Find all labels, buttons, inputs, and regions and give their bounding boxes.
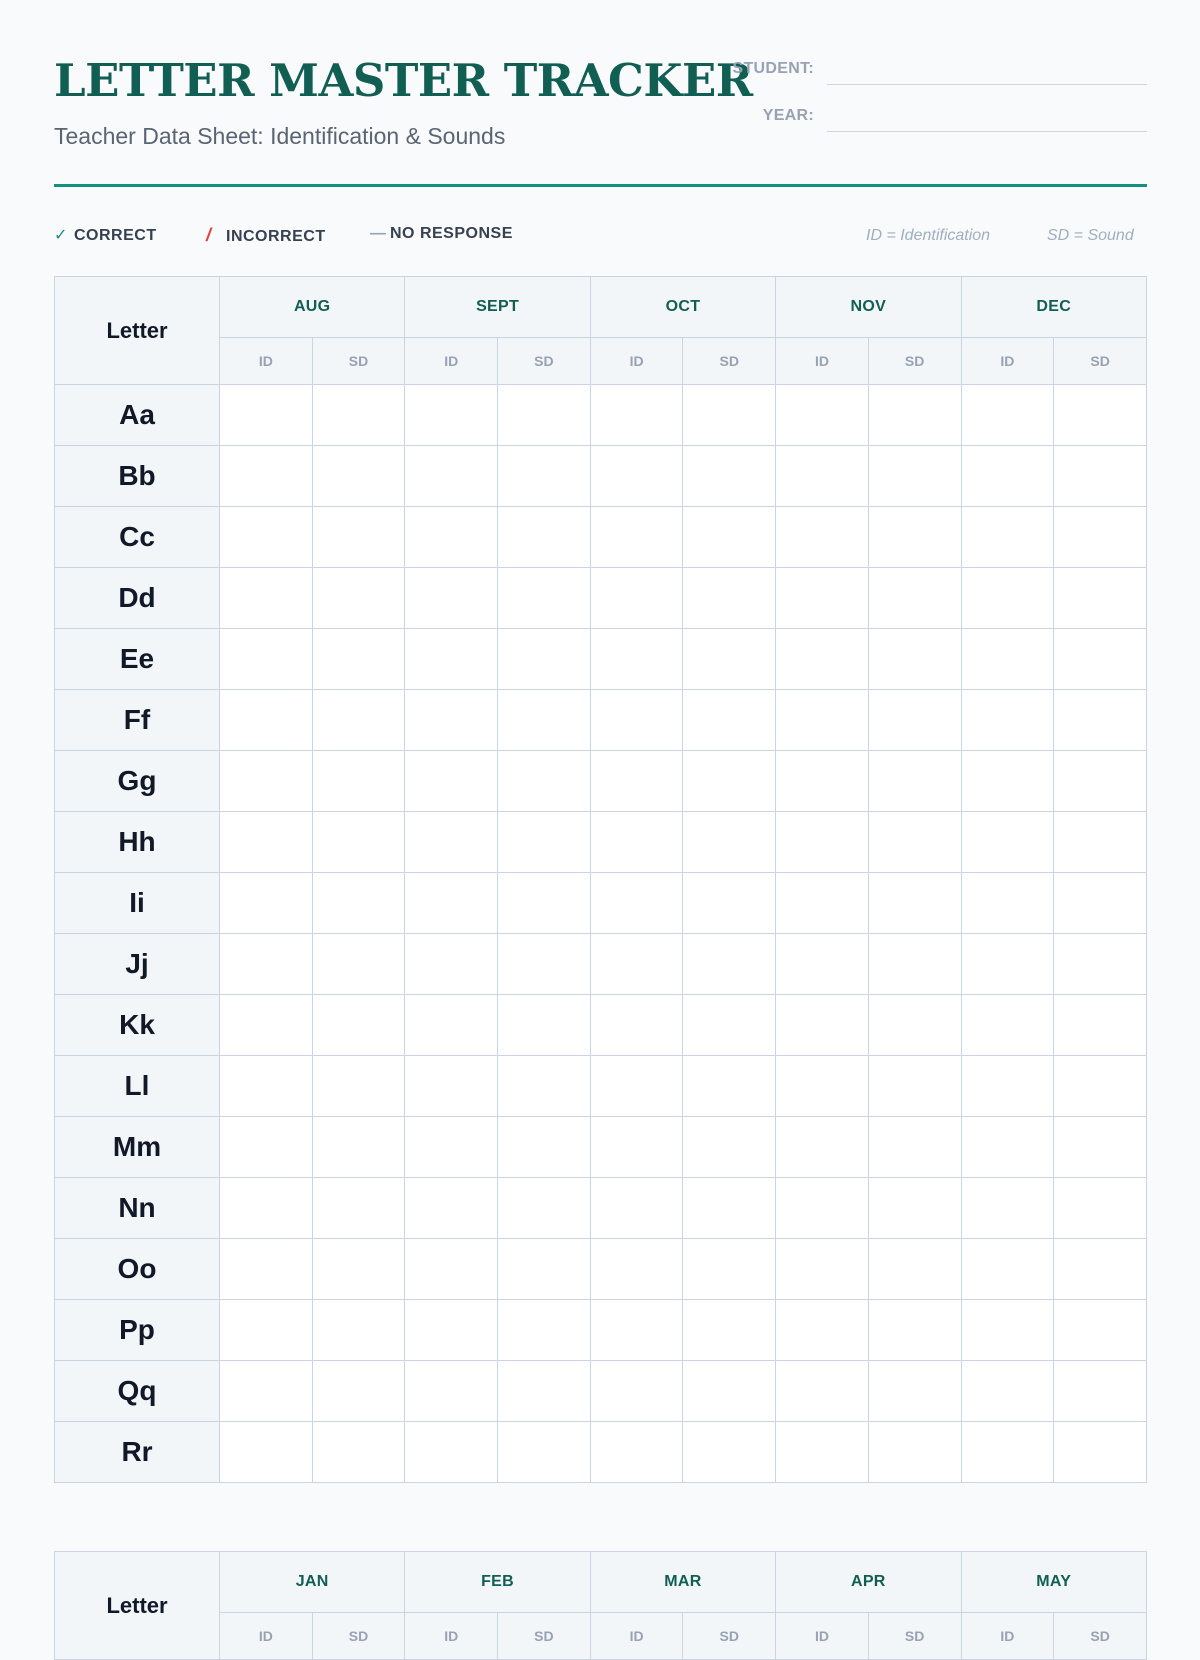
mark-cell-aug-id[interactable] — [220, 507, 313, 568]
table-row — [55, 1361, 1147, 1422]
legend-no-response-label: NO RESPONSE — [390, 225, 513, 242]
mark-cell-aug-id[interactable] — [220, 934, 313, 995]
slash-icon: / — [206, 225, 212, 245]
mark-cell-aug-sd[interactable] — [312, 751, 405, 812]
mark-cell-nov-id[interactable] — [776, 1117, 869, 1178]
mark-cell-dec-sd[interactable] — [1054, 751, 1147, 812]
mark-cell-oct-id[interactable] — [590, 1178, 683, 1239]
mark-cell-sept-id[interactable] — [405, 446, 498, 507]
table-row — [55, 568, 1147, 629]
mark-cell-dec-id[interactable] — [961, 995, 1054, 1056]
mark-cell-aug-id[interactable] — [220, 751, 313, 812]
table-row — [55, 1056, 1147, 1117]
month-header-mar: MAR — [590, 1552, 775, 1613]
mark-cell-aug-id[interactable] — [220, 568, 313, 629]
mark-cell-nov-id[interactable] — [776, 934, 869, 995]
mark-cell-nov-sd[interactable] — [868, 385, 961, 446]
mark-cell-sept-id[interactable] — [405, 812, 498, 873]
mark-cell-sept-sd[interactable] — [498, 1239, 591, 1300]
subcolumn-header-sd: SD — [498, 1613, 591, 1660]
mark-cell-aug-sd[interactable] — [312, 568, 405, 629]
mark-cell-sept-id[interactable] — [405, 1300, 498, 1361]
mark-cell-oct-sd[interactable] — [683, 1239, 776, 1300]
letter-label: Mm — [55, 1117, 220, 1178]
mark-cell-aug-id[interactable] — [220, 1361, 313, 1422]
letter-column-header: Letter — [55, 277, 220, 385]
mark-cell-sept-id[interactable] — [405, 1178, 498, 1239]
letter-label: Qq — [55, 1361, 220, 1422]
subcolumn-header-id: ID — [220, 1613, 313, 1660]
mark-cell-oct-id[interactable] — [590, 751, 683, 812]
mark-cell-aug-sd[interactable] — [312, 629, 405, 690]
table-row — [55, 446, 1147, 507]
mark-cell-oct-id[interactable] — [590, 1361, 683, 1422]
mark-cell-sept-sd[interactable] — [498, 1422, 591, 1483]
table-row — [55, 385, 1147, 446]
mark-cell-oct-id[interactable] — [590, 1056, 683, 1117]
mark-cell-sept-id[interactable] — [405, 385, 498, 446]
mark-cell-oct-sd[interactable] — [683, 629, 776, 690]
mark-cell-aug-sd[interactable] — [312, 1056, 405, 1117]
mark-cell-dec-id[interactable] — [961, 1117, 1054, 1178]
mark-cell-oct-sd[interactable] — [683, 873, 776, 934]
mark-cell-nov-sd[interactable] — [868, 1178, 961, 1239]
mark-cell-nov-sd[interactable] — [868, 1117, 961, 1178]
mark-cell-nov-id[interactable] — [776, 446, 869, 507]
mark-cell-aug-id[interactable] — [220, 812, 313, 873]
subcolumn-header-id: ID — [776, 1613, 869, 1660]
mark-cell-dec-id[interactable] — [961, 1056, 1054, 1117]
mark-cell-sept-sd[interactable] — [498, 873, 591, 934]
tracker-table-fall — [54, 276, 1147, 1483]
mark-cell-dec-sd[interactable] — [1054, 1178, 1147, 1239]
mark-cell-sept-id[interactable] — [405, 690, 498, 751]
mark-cell-oct-id[interactable] — [590, 934, 683, 995]
table-row — [55, 1178, 1147, 1239]
letter-label: Ee — [55, 629, 220, 690]
mark-cell-aug-id[interactable] — [220, 1422, 313, 1483]
table-row — [55, 1300, 1147, 1361]
mark-cell-aug-sd[interactable] — [312, 873, 405, 934]
month-header-dec: DEC — [961, 277, 1147, 338]
mark-cell-dec-sd[interactable] — [1054, 1239, 1147, 1300]
mark-cell-sept-id[interactable] — [405, 995, 498, 1056]
mark-cell-nov-sd[interactable] — [868, 629, 961, 690]
subcolumn-header-sd: SD — [683, 1613, 776, 1660]
month-header-nov: NOV — [776, 277, 961, 338]
mark-cell-dec-sd[interactable] — [1054, 995, 1147, 1056]
mark-cell-nov-id[interactable] — [776, 1361, 869, 1422]
mark-cell-nov-sd[interactable] — [868, 507, 961, 568]
legend-correct-label: CORRECT — [74, 227, 157, 244]
mark-cell-nov-sd[interactable] — [868, 751, 961, 812]
mark-cell-aug-sd[interactable] — [312, 1239, 405, 1300]
dash-icon: — — [370, 225, 387, 242]
mark-cell-oct-sd[interactable] — [683, 507, 776, 568]
legend-no-response — [370, 225, 513, 243]
letter-label: Gg — [55, 751, 220, 812]
mark-cell-sept-sd[interactable] — [498, 1056, 591, 1117]
legend-incorrect — [206, 225, 326, 246]
mark-cell-nov-sd[interactable] — [868, 1422, 961, 1483]
subcolumn-header-sd: SD — [312, 1613, 405, 1660]
legend — [54, 225, 1147, 249]
mark-cell-aug-id[interactable] — [220, 1117, 313, 1178]
student-field[interactable] — [827, 84, 1147, 85]
mark-cell-dec-sd[interactable] — [1054, 934, 1147, 995]
subcolumn-header-sd: SD — [312, 338, 405, 385]
mark-cell-oct-sd[interactable] — [683, 385, 776, 446]
mark-cell-sept-sd[interactable] — [498, 1361, 591, 1422]
student-label: STUDENT: — [732, 60, 814, 77]
tracker-table-spring — [54, 1551, 1147, 1660]
mark-cell-oct-id[interactable] — [590, 1422, 683, 1483]
mark-cell-oct-id[interactable] — [590, 1239, 683, 1300]
mark-cell-sept-sd[interactable] — [498, 751, 591, 812]
subcolumn-header-sd: SD — [1054, 338, 1147, 385]
mark-cell-aug-id[interactable] — [220, 385, 313, 446]
mark-cell-oct-sd[interactable] — [683, 995, 776, 1056]
table-row — [55, 1239, 1147, 1300]
mark-cell-sept-id[interactable] — [405, 568, 498, 629]
mark-cell-nov-sd[interactable] — [868, 873, 961, 934]
mark-cell-dec-id[interactable] — [961, 1422, 1054, 1483]
mark-cell-dec-sd[interactable] — [1054, 1422, 1147, 1483]
mark-cell-sept-sd[interactable] — [498, 568, 591, 629]
mark-cell-sept-sd[interactable] — [498, 995, 591, 1056]
mark-cell-nov-id[interactable] — [776, 1239, 869, 1300]
mark-cell-dec-id[interactable] — [961, 934, 1054, 995]
letter-label: Nn — [55, 1178, 220, 1239]
mark-cell-dec-id[interactable] — [961, 507, 1054, 568]
mark-cell-oct-id[interactable] — [590, 812, 683, 873]
month-header-oct: OCT — [590, 277, 775, 338]
mark-cell-nov-id[interactable] — [776, 812, 869, 873]
mark-cell-oct-sd[interactable] — [683, 1117, 776, 1178]
mark-cell-sept-id[interactable] — [405, 507, 498, 568]
legend-incorrect-label: INCORRECT — [226, 228, 326, 245]
subcolumn-header-id: ID — [590, 1613, 683, 1660]
page-subtitle: Teacher Data Sheet: Identification & Sounds — [54, 123, 506, 149]
subcolumn-header-id: ID — [961, 338, 1054, 385]
subcolumn-header-sd: SD — [1054, 1613, 1147, 1660]
month-header-feb: FEB — [405, 1552, 590, 1613]
mark-cell-dec-id[interactable] — [961, 812, 1054, 873]
mark-cell-dec-sd[interactable] — [1054, 1361, 1147, 1422]
subcolumn-header-sd: SD — [498, 338, 591, 385]
mark-cell-dec-id[interactable] — [961, 385, 1054, 446]
tracker-page — [54, 0, 1147, 1644]
mark-cell-oct-sd[interactable] — [683, 812, 776, 873]
mark-cell-nov-id[interactable] — [776, 1422, 869, 1483]
mark-cell-nov-sd[interactable] — [868, 1056, 961, 1117]
mark-cell-oct-sd[interactable] — [683, 1178, 776, 1239]
subcolumn-header-id: ID — [776, 338, 869, 385]
mark-cell-sept-id[interactable] — [405, 751, 498, 812]
mark-cell-sept-id[interactable] — [405, 1422, 498, 1483]
mark-cell-oct-sd[interactable] — [683, 1056, 776, 1117]
mark-cell-sept-sd[interactable] — [498, 690, 591, 751]
mark-cell-aug-id[interactable] — [220, 1178, 313, 1239]
mark-cell-aug-id[interactable] — [220, 1056, 313, 1117]
mark-cell-sept-id[interactable] — [405, 1239, 498, 1300]
mark-cell-sept-sd[interactable] — [498, 934, 591, 995]
mark-cell-sept-sd[interactable] — [498, 1300, 591, 1361]
checkmark-icon: ✓ — [54, 227, 68, 244]
month-header-may: MAY — [961, 1552, 1147, 1613]
mark-cell-dec-id[interactable] — [961, 1361, 1054, 1422]
mark-cell-nov-id[interactable] — [776, 1300, 869, 1361]
letter-label: Bb — [55, 446, 220, 507]
mark-cell-aug-id[interactable] — [220, 690, 313, 751]
letter-label: Ii — [55, 873, 220, 934]
mark-cell-oct-sd[interactable] — [683, 1422, 776, 1483]
mark-cell-dec-id[interactable] — [961, 1300, 1054, 1361]
mark-cell-oct-id[interactable] — [590, 995, 683, 1056]
mark-cell-dec-id[interactable] — [961, 690, 1054, 751]
mark-cell-aug-sd[interactable] — [312, 446, 405, 507]
subcolumn-header-sd: SD — [868, 1613, 961, 1660]
mark-cell-aug-sd[interactable] — [312, 934, 405, 995]
mark-cell-nov-id[interactable] — [776, 995, 869, 1056]
page-title: LETTER MASTER TRACKER — [54, 54, 753, 107]
mark-cell-dec-sd[interactable] — [1054, 568, 1147, 629]
subcolumn-header-sd: SD — [868, 338, 961, 385]
legend-sd-abbreviation: SD = Sound — [1047, 227, 1134, 244]
mark-cell-sept-sd[interactable] — [498, 507, 591, 568]
mark-cell-oct-sd[interactable] — [683, 446, 776, 507]
mark-cell-aug-sd[interactable] — [312, 1178, 405, 1239]
table-row — [55, 751, 1147, 812]
month-header-aug: AUG — [220, 277, 405, 338]
mark-cell-nov-sd[interactable] — [868, 934, 961, 995]
mark-cell-sept-sd[interactable] — [498, 1178, 591, 1239]
mark-cell-oct-id[interactable] — [590, 1117, 683, 1178]
mark-cell-sept-id[interactable] — [405, 934, 498, 995]
mark-cell-nov-sd[interactable] — [868, 995, 961, 1056]
mark-cell-oct-sd[interactable] — [683, 690, 776, 751]
mark-cell-sept-sd[interactable] — [498, 446, 591, 507]
mark-cell-nov-id[interactable] — [776, 507, 869, 568]
letter-label: Jj — [55, 934, 220, 995]
mark-cell-nov-id[interactable] — [776, 568, 869, 629]
mark-cell-nov-sd[interactable] — [868, 690, 961, 751]
subcolumn-header-id: ID — [405, 1613, 498, 1660]
letter-label: Ff — [55, 690, 220, 751]
letter-label: Kk — [55, 995, 220, 1056]
mark-cell-aug-id[interactable] — [220, 1300, 313, 1361]
mark-cell-oct-id[interactable] — [590, 507, 683, 568]
month-header-sept: SEPT — [405, 277, 590, 338]
mark-cell-nov-sd[interactable] — [868, 446, 961, 507]
mark-cell-oct-id[interactable] — [590, 873, 683, 934]
mark-cell-dec-id[interactable] — [961, 751, 1054, 812]
mark-cell-dec-sd[interactable] — [1054, 1056, 1147, 1117]
mark-cell-dec-sd[interactable] — [1054, 1300, 1147, 1361]
mark-cell-nov-id[interactable] — [776, 629, 869, 690]
mark-cell-dec-sd[interactable] — [1054, 446, 1147, 507]
letter-label: Aa — [55, 385, 220, 446]
table-row — [55, 1422, 1147, 1483]
table-row — [55, 995, 1147, 1056]
table-row — [55, 934, 1147, 995]
mark-cell-sept-id[interactable] — [405, 873, 498, 934]
header — [54, 0, 1147, 187]
mark-cell-nov-sd[interactable] — [868, 568, 961, 629]
table-row — [55, 1117, 1147, 1178]
letter-label: Pp — [55, 1300, 220, 1361]
mark-cell-oct-id[interactable] — [590, 568, 683, 629]
mark-cell-dec-id[interactable] — [961, 629, 1054, 690]
mark-cell-nov-sd[interactable] — [868, 1239, 961, 1300]
mark-cell-dec-id[interactable] — [961, 1178, 1054, 1239]
mark-cell-nov-id[interactable] — [776, 873, 869, 934]
mark-cell-aug-id[interactable] — [220, 1239, 313, 1300]
subcolumn-header-id: ID — [220, 338, 313, 385]
subcolumn-header-id: ID — [590, 338, 683, 385]
legend-correct — [54, 225, 157, 245]
mark-cell-dec-sd[interactable] — [1054, 812, 1147, 873]
mark-cell-oct-sd[interactable] — [683, 1361, 776, 1422]
mark-cell-dec-sd[interactable] — [1054, 385, 1147, 446]
subcolumn-header-sd: SD — [683, 338, 776, 385]
mark-cell-aug-id[interactable] — [220, 873, 313, 934]
month-header-jan: JAN — [220, 1552, 405, 1613]
mark-cell-aug-sd[interactable] — [312, 1361, 405, 1422]
mark-cell-dec-sd[interactable] — [1054, 873, 1147, 934]
mark-cell-aug-sd[interactable] — [312, 1422, 405, 1483]
mark-cell-nov-sd[interactable] — [868, 1361, 961, 1422]
mark-cell-sept-id[interactable] — [405, 1117, 498, 1178]
mark-cell-aug-sd[interactable] — [312, 995, 405, 1056]
mark-cell-nov-id[interactable] — [776, 751, 869, 812]
mark-cell-nov-id[interactable] — [776, 690, 869, 751]
mark-cell-sept-sd[interactable] — [498, 385, 591, 446]
mark-cell-sept-sd[interactable] — [498, 812, 591, 873]
table-row — [55, 507, 1147, 568]
header-row-months — [55, 277, 1147, 338]
mark-cell-dec-id[interactable] — [961, 446, 1054, 507]
month-header-apr: APR — [776, 1552, 961, 1613]
year-label: YEAR: — [762, 107, 814, 124]
mark-cell-aug-sd[interactable] — [312, 812, 405, 873]
mark-cell-aug-sd[interactable] — [312, 1300, 405, 1361]
mark-cell-sept-sd[interactable] — [498, 629, 591, 690]
mark-cell-oct-id[interactable] — [590, 629, 683, 690]
mark-cell-aug-id[interactable] — [220, 446, 313, 507]
mark-cell-oct-sd[interactable] — [683, 1300, 776, 1361]
mark-cell-nov-sd[interactable] — [868, 812, 961, 873]
mark-cell-sept-id[interactable] — [405, 629, 498, 690]
table-row — [55, 629, 1147, 690]
letter-label: Oo — [55, 1239, 220, 1300]
header-row-months — [55, 1552, 1147, 1613]
mark-cell-oct-sd[interactable] — [683, 934, 776, 995]
mark-cell-dec-sd[interactable] — [1054, 507, 1147, 568]
mark-cell-oct-id[interactable] — [590, 385, 683, 446]
mark-cell-dec-id[interactable] — [961, 1239, 1054, 1300]
mark-cell-aug-sd[interactable] — [312, 507, 405, 568]
mark-cell-aug-id[interactable] — [220, 995, 313, 1056]
mark-cell-aug-sd[interactable] — [312, 1117, 405, 1178]
subcolumn-header-id: ID — [961, 1613, 1054, 1660]
year-field[interactable] — [827, 131, 1147, 132]
mark-cell-oct-id[interactable] — [590, 1300, 683, 1361]
mark-cell-nov-id[interactable] — [776, 1056, 869, 1117]
letter-column-header: Letter — [55, 1552, 220, 1660]
mark-cell-dec-sd[interactable] — [1054, 690, 1147, 751]
mark-cell-nov-id[interactable] — [776, 385, 869, 446]
mark-cell-nov-sd[interactable] — [868, 1300, 961, 1361]
mark-cell-aug-sd[interactable] — [312, 690, 405, 751]
letter-label: Rr — [55, 1422, 220, 1483]
mark-cell-aug-id[interactable] — [220, 629, 313, 690]
mark-cell-oct-id[interactable] — [590, 446, 683, 507]
mark-cell-dec-id[interactable] — [961, 568, 1054, 629]
mark-cell-oct-sd[interactable] — [683, 568, 776, 629]
letter-label: Dd — [55, 568, 220, 629]
mark-cell-dec-id[interactable] — [961, 873, 1054, 934]
letter-label: Ll — [55, 1056, 220, 1117]
table-row — [55, 690, 1147, 751]
mark-cell-dec-sd[interactable] — [1054, 629, 1147, 690]
letter-label: Hh — [55, 812, 220, 873]
mark-cell-sept-sd[interactable] — [498, 1117, 591, 1178]
mark-cell-sept-id[interactable] — [405, 1056, 498, 1117]
mark-cell-sept-id[interactable] — [405, 1361, 498, 1422]
legend-id-abbreviation: ID = Identification — [866, 227, 991, 244]
mark-cell-oct-id[interactable] — [590, 690, 683, 751]
table-row — [55, 873, 1147, 934]
mark-cell-dec-sd[interactable] — [1054, 1117, 1147, 1178]
mark-cell-nov-id[interactable] — [776, 1178, 869, 1239]
mark-cell-oct-sd[interactable] — [683, 751, 776, 812]
mark-cell-aug-sd[interactable] — [312, 385, 405, 446]
table-row — [55, 812, 1147, 873]
subcolumn-header-id: ID — [405, 338, 498, 385]
letter-label: Cc — [55, 507, 220, 568]
